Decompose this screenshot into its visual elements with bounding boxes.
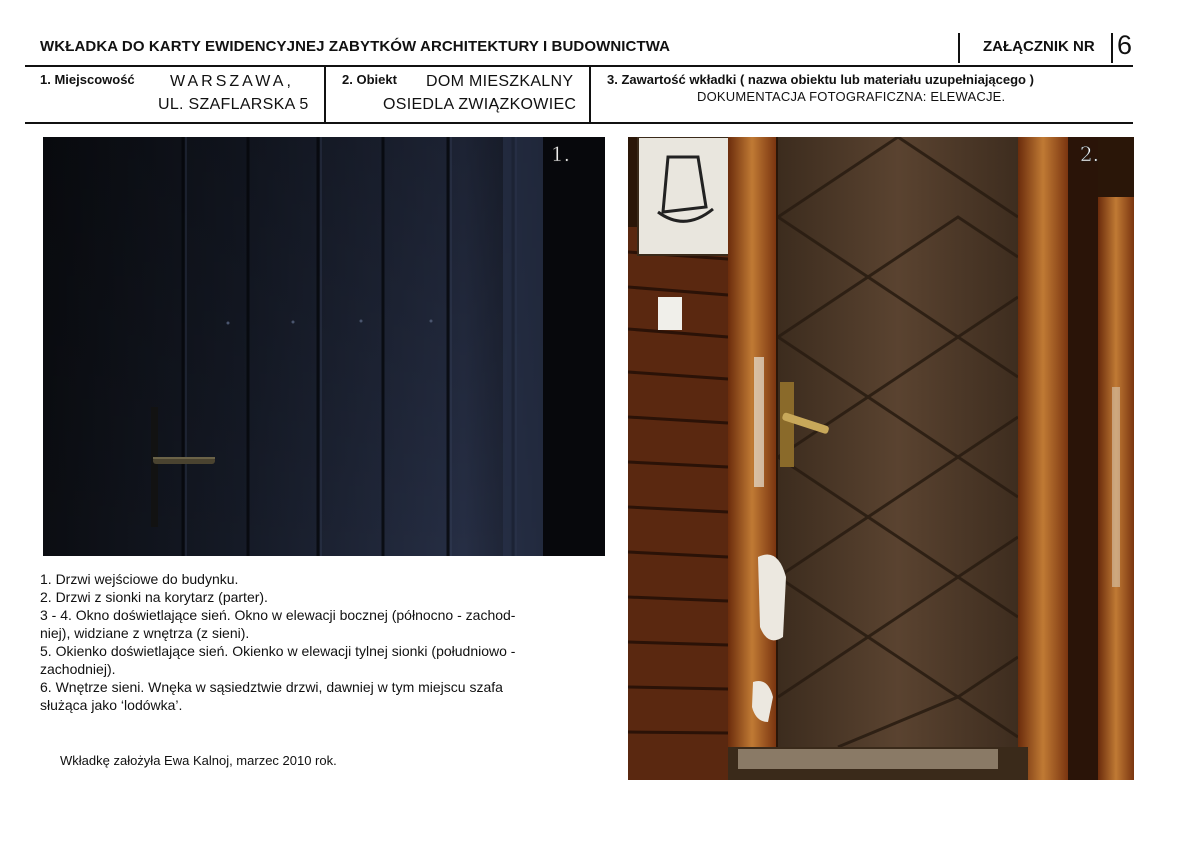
photo-1 <box>43 137 605 556</box>
contents-label: 3. Zawartość wkładki ( nazwa obiektu lub materiału uzupełniającego ) <box>607 72 1034 87</box>
locality-label: 1. Miejscowość <box>40 72 135 87</box>
photo-2-image <box>628 137 1134 780</box>
caption-line: zachodniej). <box>40 661 116 677</box>
author-note: Wkładkę założyła Ewa Kalnoj, marzec 2010 rok. <box>60 753 337 768</box>
photo-2 <box>628 137 1134 780</box>
header-divider <box>958 33 960 63</box>
fields-rule <box>25 122 1133 124</box>
header-rule <box>25 65 1133 67</box>
caption-line: 5. Okienko doświetlające sień. Okienko w elewacji tylnej sionki (południowo - <box>40 643 516 659</box>
caption-line: 2. Drzwi z sionki na korytarz (parter). <box>40 589 268 605</box>
attachment-label: ZAŁĄCZNIK NR <box>983 38 1095 55</box>
contents-value: DOKUMENTACJA FOTOGRAFICZNA: ELEWACJE. <box>697 89 1006 104</box>
object-line1: DOM MIESZKALNY <box>426 73 574 90</box>
caption-line: 1. Drzwi wejściowe do budynku. <box>40 571 239 587</box>
field-divider-2 <box>589 66 591 122</box>
photo-1-number: 1. <box>550 142 570 166</box>
caption-line: 3 - 4. Okno doświetlające sień. Okno w elewacji bocznej (północno - zachod- <box>40 607 516 623</box>
caption-line: 6. Wnętrze sieni. Wnęka w sąsiedztwie drzwi, dawniej w tym miejscu szafa <box>40 679 503 695</box>
object-label: 2. Obiekt <box>342 72 397 87</box>
locality-line2: UL. SZAFLARSKA 5 <box>158 96 309 113</box>
photo-1-image <box>43 137 605 556</box>
field-divider-1 <box>324 66 326 122</box>
form-title: WKŁADKA DO KARTY EWIDENCYJNEJ ZABYTKÓW ARCHITEKTURY I BUDOWNICTWA <box>40 38 671 55</box>
attachment-number: 6 <box>1117 30 1133 60</box>
caption-line: niej), widziane z wnętrza (z sieni). <box>40 625 250 641</box>
photo-2-number: 2. <box>1079 142 1099 166</box>
object-line2: OSIEDLA ZWIĄZKOWIEC <box>383 96 577 113</box>
attachment-divider <box>1111 33 1113 63</box>
caption-line: służąca jako ‘lodówka’. <box>40 697 183 713</box>
locality-line1: WARSZAWA, <box>170 73 294 90</box>
captions <box>40 570 605 714</box>
